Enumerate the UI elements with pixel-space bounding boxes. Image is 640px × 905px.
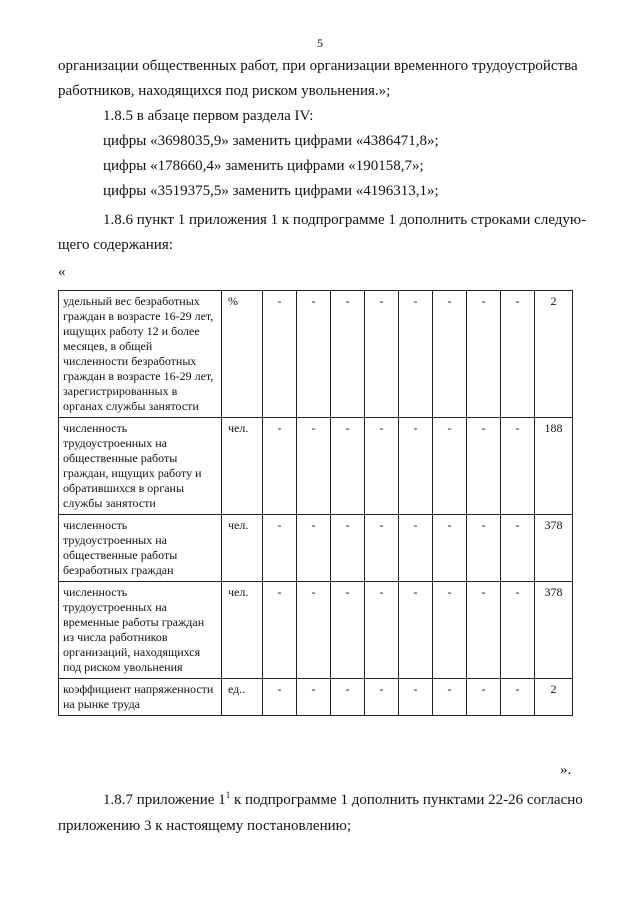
empty-value-cell: -: [433, 291, 467, 418]
empty-value-cell: -: [399, 515, 433, 582]
indicator-unit: чел.: [222, 515, 263, 582]
indicator-value: 188: [535, 418, 573, 515]
indicator-value: 2: [535, 291, 573, 418]
empty-value-cell: -: [433, 679, 467, 716]
paragraph-line: [103, 792, 583, 809]
paragraph-line: 1.8.5 в абзаце первом раздела IV:: [103, 108, 314, 124]
indicator-unit: %: [222, 291, 263, 418]
empty-value-cell: -: [501, 679, 535, 716]
p7-superscript: 1: [225, 790, 231, 800]
indicators-table: [58, 290, 573, 716]
empty-value-cell: -: [467, 515, 501, 582]
indicator-name: коэффициент напряженности на рынке труда: [59, 679, 222, 716]
page-number: 5: [317, 36, 323, 50]
empty-value-cell: -: [331, 679, 365, 716]
empty-value-cell: -: [501, 418, 535, 515]
empty-value-cell: -: [365, 515, 399, 582]
empty-value-cell: -: [399, 291, 433, 418]
indicator-name: численность трудоустроенных на общественные работы безработных граждан: [59, 515, 222, 582]
paragraph-line: цифры «178660,4» заменить цифрами «190158,7»;: [103, 158, 424, 174]
close-quote: ».: [560, 762, 572, 778]
empty-value-cell: -: [263, 515, 297, 582]
paragraph-line: щего содержания:: [58, 237, 173, 253]
empty-value-cell: -: [263, 582, 297, 679]
table-row: [59, 679, 573, 716]
indicator-value: 378: [535, 515, 573, 582]
paragraph-line: приложению 3 к настоящему постановлению;: [58, 818, 351, 834]
indicator-unit: ед..: [222, 679, 263, 716]
empty-value-cell: -: [331, 515, 365, 582]
empty-value-cell: -: [263, 418, 297, 515]
indicator-value: 2: [535, 679, 573, 716]
paragraph-line: цифры «3519375,5» заменить цифрами «4196313,1»;: [103, 183, 439, 199]
empty-value-cell: -: [331, 291, 365, 418]
empty-value-cell: -: [501, 582, 535, 679]
empty-value-cell: -: [297, 582, 331, 679]
empty-value-cell: -: [433, 418, 467, 515]
empty-value-cell: -: [399, 679, 433, 716]
empty-value-cell: -: [399, 582, 433, 679]
empty-value-cell: -: [501, 515, 535, 582]
table-row: [59, 582, 573, 679]
empty-value-cell: -: [467, 291, 501, 418]
empty-value-cell: -: [331, 418, 365, 515]
table-row: [59, 418, 573, 515]
empty-value-cell: -: [433, 582, 467, 679]
indicator-name: численность трудоустроенных на общественные работы граждан, ищущих работу и обратившихся в органы службы занятости: [59, 418, 222, 515]
paragraph-line: 1.8.6 пункт 1 приложения 1 к подпрограмме 1 дополнить строками следую-: [103, 212, 587, 228]
empty-value-cell: -: [297, 679, 331, 716]
empty-value-cell: -: [365, 582, 399, 679]
empty-value-cell: -: [297, 515, 331, 582]
empty-value-cell: -: [297, 418, 331, 515]
empty-value-cell: -: [365, 679, 399, 716]
open-quote: «: [58, 264, 66, 280]
empty-value-cell: -: [467, 418, 501, 515]
paragraph-line: организации общественных работ, при организации временного трудоустройства: [58, 58, 578, 74]
indicator-name: удельный вес безработных граждан в возрасте 16-29 лет, ищущих работу 12 и более месяцев, в общей численности безработных граждан в возрасте 16-29 лет, зарегистрированных в органах службы занятости: [59, 291, 222, 418]
empty-value-cell: -: [433, 515, 467, 582]
empty-value-cell: -: [263, 679, 297, 716]
p7-text: 1.8.7 приложение 1: [103, 792, 226, 808]
empty-value-cell: -: [467, 582, 501, 679]
empty-value-cell: -: [365, 418, 399, 515]
empty-value-cell: -: [399, 418, 433, 515]
paragraph-line: цифры «3698035,9» заменить цифрами «4386471,8»;: [103, 133, 439, 149]
paragraph-line: работников, находящихся под риском увольнения.»;: [58, 83, 391, 99]
indicator-unit: чел.: [222, 418, 263, 515]
empty-value-cell: -: [263, 291, 297, 418]
table-row: [59, 291, 573, 418]
empty-value-cell: -: [467, 679, 501, 716]
empty-value-cell: -: [297, 291, 331, 418]
empty-value-cell: -: [365, 291, 399, 418]
table-row: [59, 515, 573, 582]
empty-value-cell: -: [331, 582, 365, 679]
p7-text-rest: к подпрограмме 1 дополнить пунктами 22-26 согласно: [230, 792, 583, 808]
indicator-unit: чел.: [222, 582, 263, 679]
indicator-name: численность трудоустроенных на временные работы граждан из числа работников организаций, находящихся под риском увольнения: [59, 582, 222, 679]
indicator-value: 378: [535, 582, 573, 679]
empty-value-cell: -: [501, 291, 535, 418]
